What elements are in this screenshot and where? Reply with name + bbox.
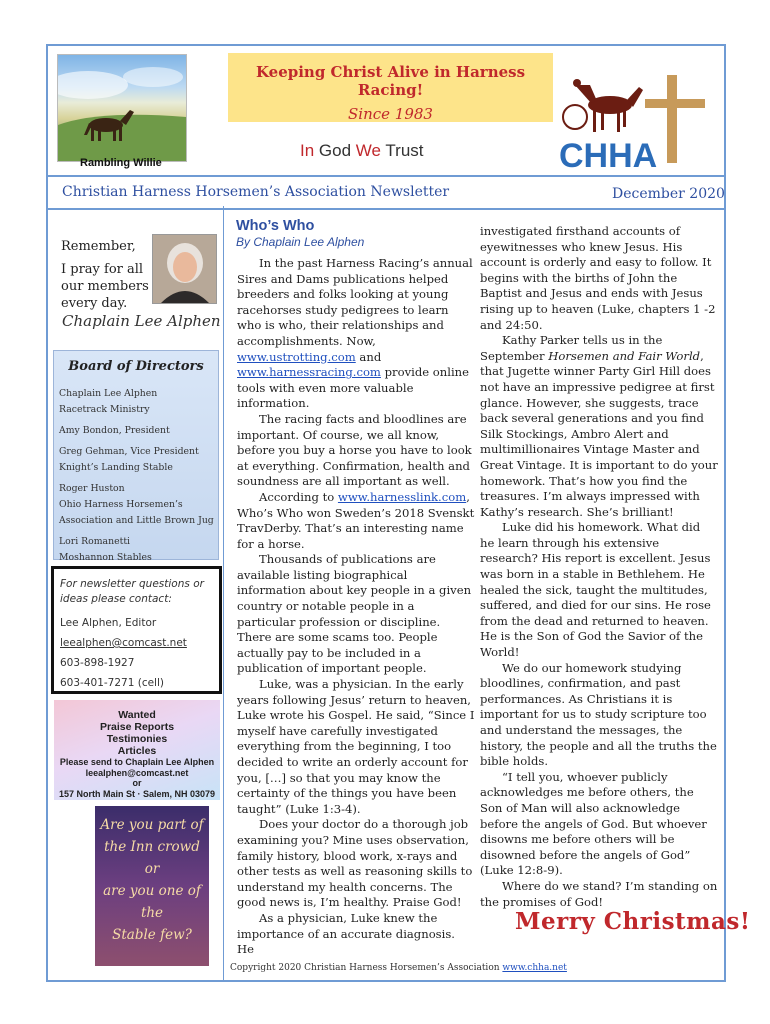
remember-line: I pray for all: [61, 262, 144, 277]
article-byline: By Chaplain Lee Alphen: [236, 235, 365, 249]
banner-title: Keeping Christ Alive in Harness Racing!: [255, 63, 526, 99]
inn-line: are you one of the: [103, 883, 201, 921]
website-link[interactable]: www.chha.net: [502, 963, 567, 973]
copyright-text: Copyright 2020 Christian Harness Horsemen’s Association: [230, 963, 500, 973]
contact-question: For newsletter questions or ideas please contact:: [60, 578, 204, 605]
board-member-line: Chaplain Lee Alphen: [59, 388, 158, 399]
column-divider: [223, 206, 224, 982]
harnesslink-link[interactable]: www.harnesslink.com: [337, 489, 467, 504]
inn-line: Stable few?: [112, 927, 192, 943]
footer: [230, 963, 567, 973]
board-title: Board of Directors: [68, 359, 204, 374]
article-heading: Who’s Who: [236, 218, 315, 234]
remember-line: Remember,: [61, 239, 136, 254]
contact-phone: 603-898-1927: [60, 657, 135, 669]
article-column-1: In the past Harness Racing’s annual Sires and Dams publications helped breeders and folks looking at young racehorses study pedigrees to learn who is who, their relationships and accomplishments. Now, www.ustrotting.com and www.harnessracing.com provide online tools with even more valuable information. The racing facts and bloodlines are important. Of course, we all know, before you buy a horse you have to look at everything. Confirmation, health and soundness are all important as well. According to www.harnesslink.com, Who’s Who won Sweden’s 2018 Svenskt TravDerby. That’s an interesting name for a horse. Thousands of publications are available listing biographical information about key people in a given country or notable people in a particular profession or discipline. There are some scams too. People actually pay to be included in a publication of important people. Luke, was a physician. In the early years following Jesus’ return to heaven, Luke wrote his Gospel. He said, “Since I myself have carefully investigated everything from the beginning, I too decided to write an orderly account for you, […] so that you may know the certainty of the things you have been taught” (Luke 1:3-4). Does your doctor do a thorough job examining you? Mine uses observation, family history, blood work, x-rays and other tests as well as reasoning skills to understand my health concerns. The good news is, I’m healthy. Praise God! As a physician, Luke knew the importance of an accurate diagnosis. He: [237, 256, 475, 957]
board-member-line: Roger Huston: [59, 483, 125, 494]
trust-word-in: In: [300, 141, 315, 160]
board-member-line: Association and Little Brown Jug: [59, 515, 214, 526]
wanted-flyer: [54, 700, 220, 800]
newsletter-title: Christian Harness Horsemen’s Association Newsletter: [62, 184, 450, 200]
contact-box: [51, 566, 222, 694]
painting-caption: Rambling Willie: [80, 157, 162, 169]
chha-logo: [555, 55, 725, 173]
contact-email-link[interactable]: leealphen@comcast.net: [60, 637, 187, 649]
wanted-line: Testimonies: [106, 733, 168, 745]
motto-banner: [228, 53, 553, 122]
wanted-line: Please send to Chaplain Lee Alphen: [59, 757, 215, 767]
chaplain-photo: [152, 234, 217, 304]
wanted-line: Wanted: [118, 709, 156, 721]
banner-since: Since 1983: [348, 105, 433, 123]
remember-line: every day.: [61, 296, 128, 311]
contact-name: Lee Alphen, Editor: [60, 617, 157, 629]
inn-crowd-graphic: [95, 806, 209, 966]
remember-note: [61, 238, 149, 312]
contact-cell: 603-401-7271 (cell): [60, 677, 164, 689]
board-member-line: Ohio Harness Horsemen’s: [59, 499, 183, 510]
board-member-line: Greg Gehman, Vice President: [59, 446, 199, 457]
inn-line: Are you part of: [100, 817, 204, 833]
wanted-line: or: [132, 778, 142, 788]
article-column-2: investigated firsthand accounts of eyewitnesses who knew Jesus. His account is orderly and easy to follow. It begins with the births of John the Baptist and Jesus and ends with Jesus rising up to heaven (Luke, chapters 1 -2 and 24:50. Kathy Parker tells us in the September Horsemen and Fair World, that Jugette winner Party Girl Hill does not have an impressive pedigree at first glance. However, she suggests, trace back several generations and you find Silk Stockings, Ambro Alert and multimillionaires Vintage Master and Great Vintage. It is important to do your homework. That’s how you find the treasures. I’m always impressed with Kathy’s research. She’s brilliant! Luke did his homework. What did he learn through his extensive research? His report is excellent. Jesus was born in a stable in Bethlehem. He healed the sick, taught the multitudes, suffered, and died for our sins. He rose from the dead and returned to heaven. He is the Son of God the Savior of the World! We do our homework studying bloodlines, confirmation, and past performances. As Christians it is important for us to study scripture too and understand the messages, the history, the people and all the truths the bible holds. “I tell you, whoever publicly acknowledges me before others, the Son of Man will also acknowledge before the angels of God. But whoever disowns me before others will be disowned before the angels of God” (Luke 12:8-9). Where do we stand? I’m standing on the promises of God!: [480, 224, 718, 909]
board-of-directors: [53, 350, 219, 563]
trust-word-god: God: [318, 141, 352, 160]
logo-text: CHHA: [559, 137, 658, 173]
trust-word-trust: Trust: [385, 141, 424, 160]
rambling-willie-painting: [57, 54, 187, 162]
trust-word-we: We: [355, 141, 381, 160]
board-member-line: Knight’s Landing Stable: [59, 462, 173, 473]
in-god-we-trust: [300, 141, 424, 161]
board-list: [59, 386, 218, 566]
harnessracing-link[interactable]: www.harnessracing.com: [237, 365, 381, 380]
issue-date: December 2020: [612, 186, 725, 202]
wanted-line: Articles: [117, 745, 157, 757]
chaplain-signature: Chaplain Lee Alphen: [62, 312, 221, 330]
wanted-line: Praise Reports: [99, 721, 175, 733]
merry-christmas: Merry Christmas!: [515, 908, 751, 935]
inn-line: the Inn crowd or: [104, 839, 200, 877]
wanted-line: 157 North Main St · Salem, NH 03079: [58, 788, 216, 799]
board-member-line: Lori Romanetti: [59, 536, 131, 547]
remember-line: our members: [61, 279, 149, 294]
ustrotting-link[interactable]: www.ustrotting.com: [237, 349, 356, 364]
board-member-line: Amy Bondon, President: [59, 425, 170, 436]
board-member-line: Moshannon Stables: [59, 552, 152, 563]
board-member-line: Racetrack Ministry: [59, 404, 150, 415]
wanted-line: leealphen@comcast.net: [85, 767, 189, 778]
